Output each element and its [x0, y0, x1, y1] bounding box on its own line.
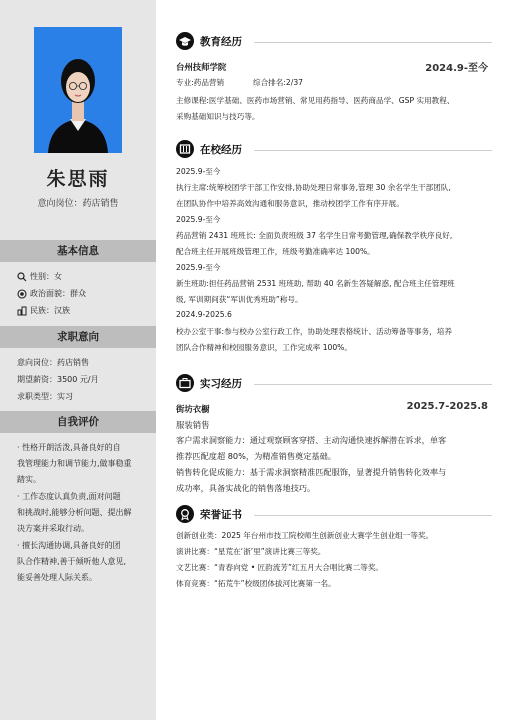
- job-intent-summary: 意向岗位：药店销售: [37, 199, 119, 209]
- courses-line: 采购基础知识与技巧等。: [176, 112, 260, 121]
- honor-line: 文艺比赛：“青春向党 • 匠韵流芳”红五月大合唱比赛二等奖。: [176, 563, 384, 572]
- candidate-name: 朱思雨: [46, 168, 110, 190]
- internship-line: 成功率，具备实战化的销售落地技巧。: [176, 483, 316, 493]
- profile-photo: [34, 27, 122, 153]
- ethnicity-row: [17, 305, 70, 316]
- intended-position: 意向岗位：药店销售: [17, 358, 89, 367]
- self-evaluation-heading: 自我评价: [0, 411, 156, 433]
- internship-line: 销售转化促成能力：基于需求洞察精准匹配服饰，显著提升销售转化效率与: [176, 467, 447, 477]
- briefcase-icon: [176, 374, 194, 392]
- self-evaluation-item: · 擅长沟通协调,具备良好的团 队合作精神,善于倾听他人意见, 能妥善处理人际关系。: [17, 541, 127, 582]
- honor-line: 创新创业类：2025 年台州市技工院校师生创新创业大赛学生创业组一等奖。: [176, 531, 434, 540]
- campus-date: 2024.9-2025.6: [176, 310, 232, 319]
- campus-line: 新生班助:担任药品营销 2531 班班助, 帮助 40 名新生答疑解惑, 配合班主任管理班: [176, 279, 455, 288]
- education-period: 2024.9-至今: [425, 63, 488, 74]
- school-icon: [176, 140, 194, 158]
- honors-heading: 荣誉证书: [200, 509, 242, 521]
- campus-line: 级, 军训期间获“军训优秀班助”称号。: [176, 295, 303, 304]
- campus-line: 药品营销 2431 班班长: 全面负责班级 37 名学生日常考勤管理,确保教学秩序良好,: [176, 231, 453, 240]
- job-intent-heading: 求职意向: [0, 326, 156, 348]
- internship-role: 服装销售: [176, 420, 210, 430]
- honors-divider: [254, 515, 492, 516]
- rank: 综合排名:2/37: [253, 78, 303, 87]
- self-evaluation-item: · 性格开朗活泼,具备良好的自 我管理能力和调节能力,做事稳重 踏实。: [17, 443, 132, 484]
- badge-icon: [17, 289, 27, 299]
- job-type: 求职类型：实习: [17, 392, 73, 401]
- education-heading: 教育经历: [200, 36, 242, 48]
- honor-line: 演讲比赛：“星荒在‘浙’里”演讲比赛三等奖。: [176, 547, 326, 556]
- political-status-text: 政治面貌：群众: [30, 289, 86, 298]
- major: 专业:药品营销: [176, 78, 225, 87]
- campus-line: 校办公室干事:参与校办公室行政工作，协助处理表格统计、活动筹备等事务，培养: [176, 327, 452, 336]
- campus-line: 团队合作精神和校园服务意识，工作完成率 100%。: [176, 343, 352, 352]
- courses-line: 主修课程:医学基础、医药市场营销、常见用药指导、医药商品学、GSP 实用教程、: [176, 96, 455, 105]
- basic-info-heading: 基本信息: [0, 240, 156, 262]
- campus-heading: 在校经历: [200, 144, 242, 156]
- campus-divider: [254, 150, 492, 151]
- campus-date: 2025.9-至今: [176, 263, 221, 272]
- campus-date: 2025.9-至今: [176, 167, 221, 176]
- education-divider: [254, 42, 492, 43]
- ethnicity-text: 民族：汉族: [30, 306, 70, 315]
- building-icon: [17, 306, 27, 316]
- honor-line: 体育竞赛：“拓荒牛”校级团体拔河比赛第一名。: [176, 579, 336, 588]
- campus-line: 在团队协作中培养高效沟通和服务意识，推动校团学工作有序开展。: [176, 199, 404, 208]
- political-status-row: [17, 288, 86, 299]
- gender-row: [17, 271, 62, 282]
- internship-line: 客户需求洞察能力：通过观察顾客穿搭、主动沟通快速拆解潜在诉求，单客: [176, 435, 447, 445]
- internship-line: 推荐匹配度超 80%，为精准销售奠定基础。: [176, 451, 336, 461]
- self-evaluation-item: · 工作态度认真负责,面对问题 和挑战时,能够分析问题、提出解 决方案并采取行动。: [17, 492, 132, 533]
- gender-text: 性别：女: [30, 272, 62, 281]
- expected-salary: 期望薪资：3500 元/月: [17, 375, 99, 384]
- internship-period: 2025.7-2025.8: [406, 401, 488, 412]
- internship-heading: 实习经历: [200, 378, 242, 390]
- campus-date: 2025.9-至今: [176, 215, 221, 224]
- school-name: 台州技师学院: [176, 62, 227, 72]
- graduation-cap-icon: [176, 32, 194, 50]
- internship-divider: [254, 384, 492, 385]
- gender-icon: [17, 272, 27, 282]
- company-name: 街坊衣橱: [176, 404, 210, 414]
- certificate-icon: [176, 505, 194, 523]
- campus-line: 执行主席:统筹校团学干部工作安排,协助处理日常事务,管理 30 余名学生干部团队,: [176, 183, 451, 192]
- campus-line: 配合班主任开展班级管理工作，班级考勤准确率达 100%。: [176, 247, 375, 256]
